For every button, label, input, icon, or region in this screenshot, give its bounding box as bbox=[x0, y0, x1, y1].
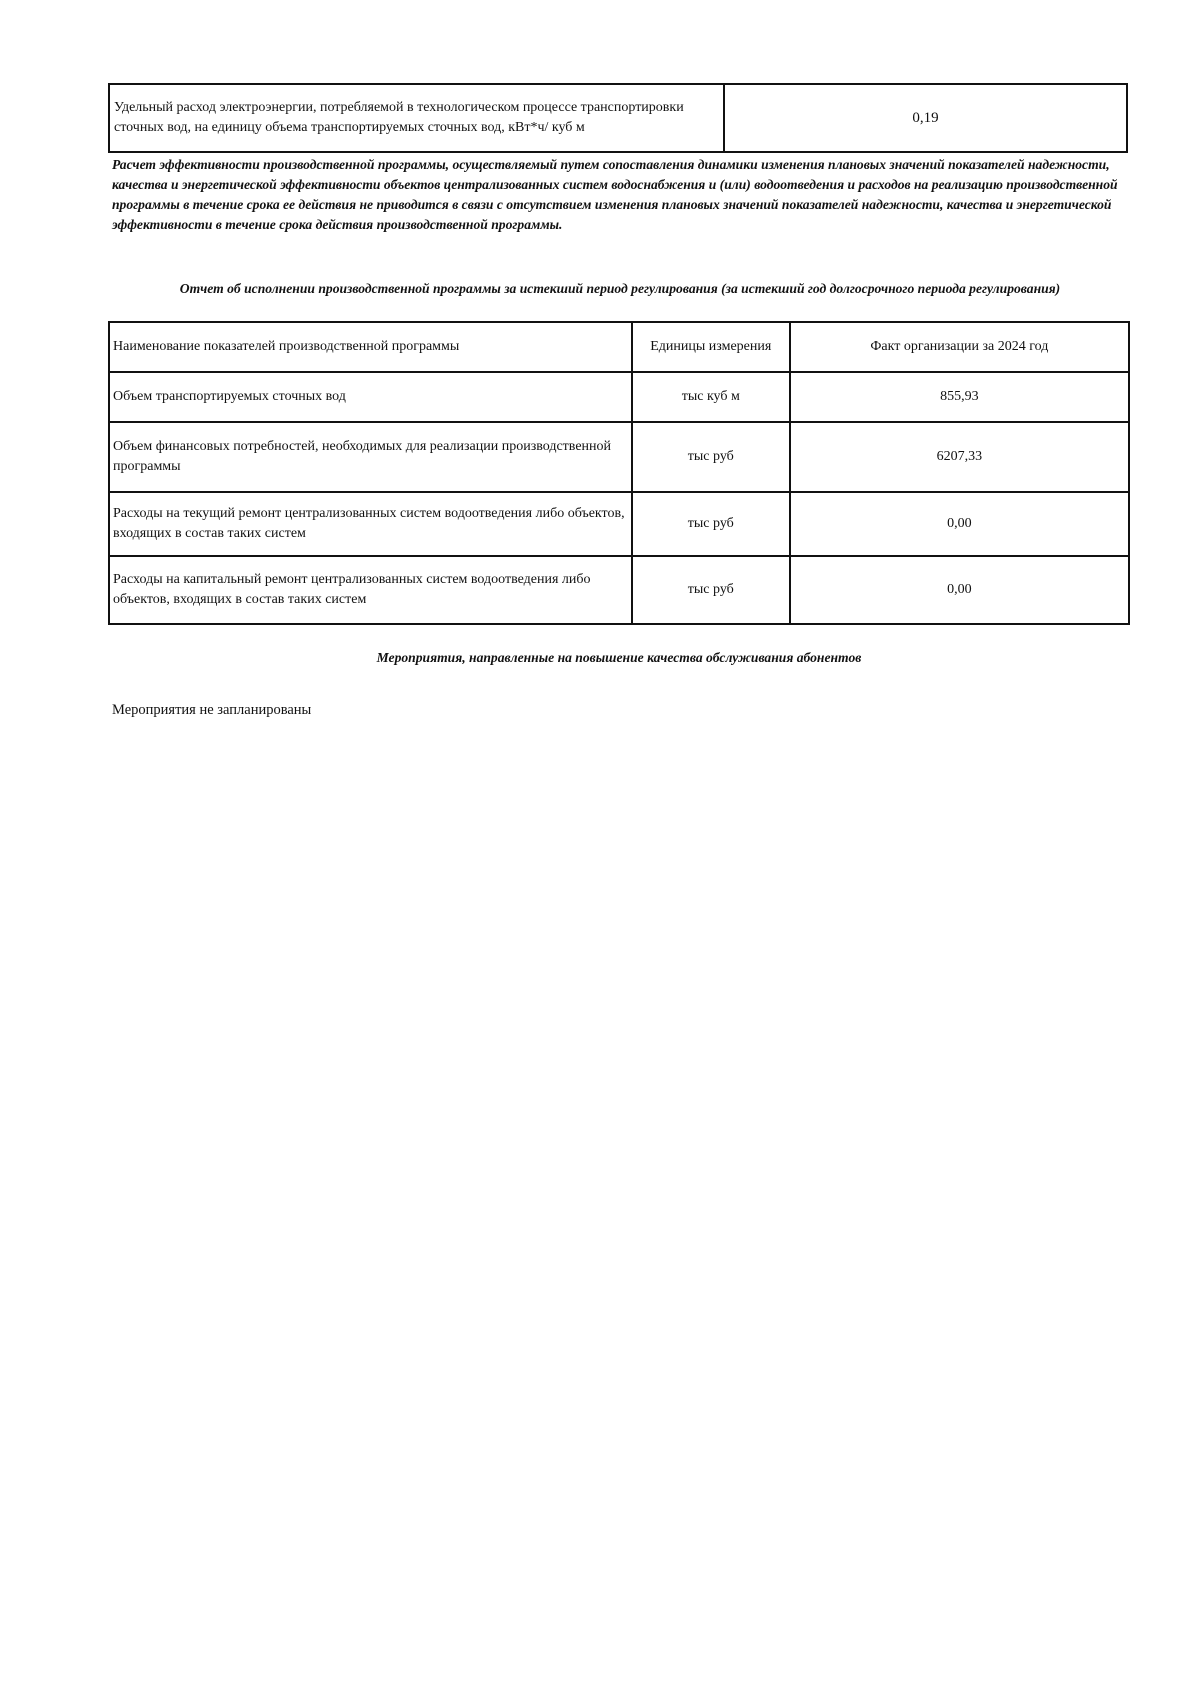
energy-consumption-table bbox=[108, 83, 1128, 153]
row-indicator-name: Объем транспортируемых сточных вод bbox=[109, 372, 632, 422]
header-indicator-name: Наименование показателей производственной программы bbox=[109, 322, 632, 372]
row-indicator-name: Расходы на текущий ремонт централизованных систем водоотведения либо объектов, входящих в состав таких систем bbox=[109, 492, 632, 556]
row-unit: тыс куб м bbox=[632, 372, 790, 422]
row-unit: тыс руб bbox=[632, 422, 790, 492]
report-title: Отчет об исполнении производственной программы за истекший период регулирования (за истекший год долгосрочного периода регулирования) bbox=[179, 281, 1061, 296]
header-unit: Единицы измерения bbox=[632, 322, 790, 372]
table-row bbox=[109, 556, 1129, 624]
table-row bbox=[109, 84, 1127, 152]
measures-note: Мероприятия не запланированы bbox=[112, 702, 312, 718]
row-value: 6207,33 bbox=[790, 422, 1129, 492]
row-unit: тыс руб bbox=[632, 556, 790, 624]
table-header-row bbox=[109, 322, 1129, 372]
row-indicator-name: Объем финансовых потребностей, необходимых для реализации производственной программы bbox=[109, 422, 632, 492]
energy-indicator-value: 0,19 bbox=[724, 84, 1127, 152]
row-indicator-name: Расходы на капитальный ремонт централизованных систем водоотведения либо объектов, входящих в состав таких систем bbox=[109, 556, 632, 624]
table-row bbox=[109, 372, 1129, 422]
row-value: 855,93 bbox=[790, 372, 1129, 422]
header-fact-2024: Факт организации за 2024 год bbox=[790, 322, 1129, 372]
row-unit: тыс руб bbox=[632, 492, 790, 556]
measures-title: Мероприятия, направленные на повышение качества обслуживания абонентов bbox=[376, 650, 862, 665]
table-row bbox=[109, 492, 1129, 556]
row-value: 0,00 bbox=[790, 492, 1129, 556]
energy-indicator-label: Удельный расход электроэнергии, потребляемой в технологическом процессе транспортировки сточных вод, на единицу объема транспортируемых сточных вод, кВт*ч/ куб м bbox=[109, 84, 724, 152]
row-value: 0,00 bbox=[790, 556, 1129, 624]
production-program-report-table bbox=[108, 321, 1130, 625]
efficiency-calculation-note: Расчет эффективности производственной программы, осуществляемый путем сопоставления динамики изменения плановых значений показателей надежности, качества и энергетической эффективности объектов централизованных систем водоснабжения и (или) водоотведения и расходов на реализацию производственной программы в течение срока ее действия не приводится в связи с отсутствием изменения плановых значений показателей надежности, качества и энергетической эффективности в течение срока действия производственной программы. bbox=[112, 157, 1118, 232]
table-row bbox=[109, 422, 1129, 492]
